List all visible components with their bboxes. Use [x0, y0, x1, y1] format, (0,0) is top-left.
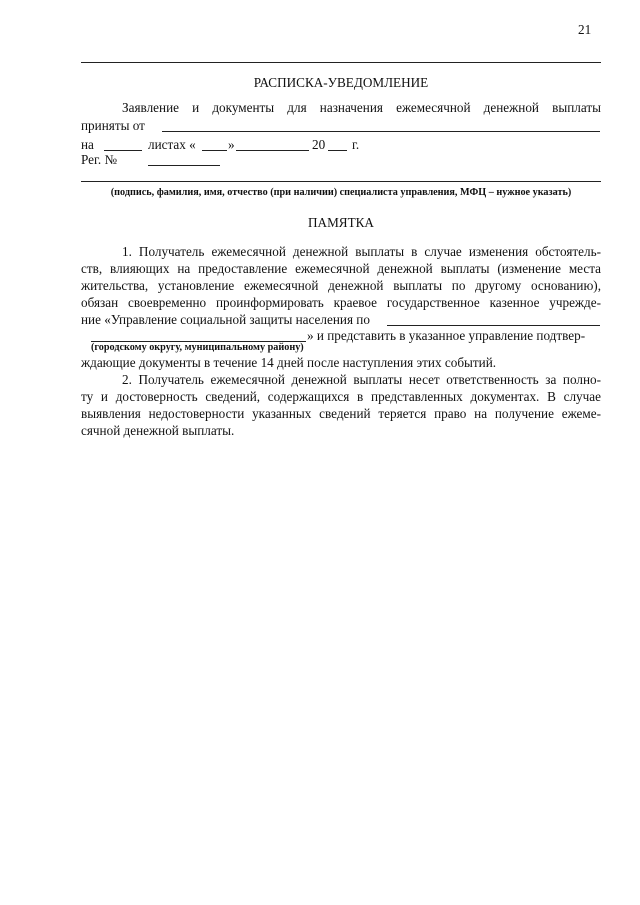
memo-p1-line7: ждающие документы в течение 14 дней после наступления этих событий.	[81, 355, 497, 370]
on-label: на	[81, 137, 94, 152]
reg-number-label: Рег. №	[81, 152, 118, 167]
authority-field-1[interactable]	[387, 325, 600, 326]
memo-p1-line5: ние «Управление социальной защиты населения по	[81, 312, 370, 327]
receipt-title: РАСПИСКА-УВЕДОМЛЕНИЕ	[253, 75, 429, 90]
memo-p1-line6: » и представить в указанное управление подтвер-	[307, 328, 586, 343]
year-prefix: 20	[312, 137, 326, 152]
memo-p1-line4: обязан своевременно проинформировать краевое государственное казенное учрежде-	[81, 295, 601, 310]
memo-p1-line3: жительства, установление ежемесячной денежной выплаты по другому основанию),	[81, 278, 601, 293]
accepted-from-label: приняты от	[81, 118, 145, 133]
memo-title: ПАМЯТКА	[308, 215, 374, 230]
memo-p1-line1: 1. Получатель ежемесячной денежной выплаты в случае изменения обстоятель-	[122, 244, 601, 259]
day-field[interactable]	[202, 150, 227, 151]
date-close-quote: »	[228, 137, 235, 152]
signature-line[interactable]	[81, 181, 601, 182]
page-number: 21	[578, 22, 592, 37]
reg-number-field[interactable]	[148, 165, 220, 166]
receipt-statement: Заявление и документы для назначения ежемесячной денежной выплаты	[122, 100, 601, 115]
memo-p2-line3: выявления недостоверности указанных сведений теряется право на получение ежеме-	[81, 406, 601, 421]
month-field[interactable]	[236, 150, 309, 151]
signature-caption: (подпись, фамилия, имя, отчество (при наличии) специалиста управления, МФЦ – нужное указать)	[110, 187, 572, 198]
year-suffix: г.	[352, 137, 360, 152]
top-divider	[81, 62, 601, 63]
memo-p1-line2: ств, влияющих на предоставление ежемесячной денежной выплаты (изменение места	[81, 261, 601, 276]
memo-p2-line4: сячной денежной выплаты.	[81, 423, 235, 438]
accepted-from-field[interactable]	[162, 131, 600, 132]
authority-caption: (городскому округу, муниципальному району)	[91, 342, 304, 353]
year-field[interactable]	[328, 150, 347, 151]
memo-p2-line2: ту и достоверность сведений, содержащихся в представленных документах. В случае	[81, 389, 601, 404]
memo-p2-line1: 2. Получатель ежемесячной денежной выплаты несет ответственность за полно-	[122, 372, 601, 387]
sheets-label: листах «	[148, 137, 196, 152]
